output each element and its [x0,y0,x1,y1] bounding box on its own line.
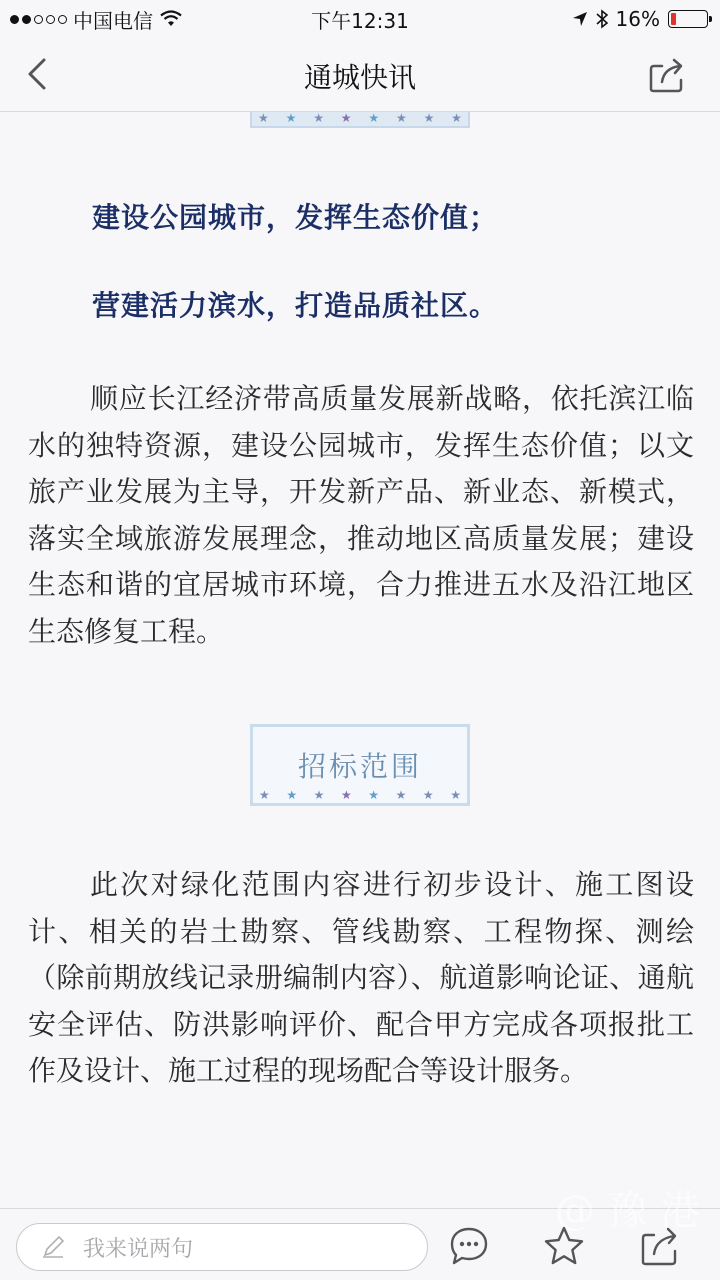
battery-percent: 16% [615,7,660,31]
location-arrow-icon [572,11,588,27]
comment-placeholder: 我来说两句 [83,1236,194,1262]
comment-input[interactable] [16,1223,428,1271]
battery-level [671,13,676,25]
star-decoration-icon: ★ ★ ★ ★ ★ ★ ★ ★ [258,112,462,125]
article-heading-1: 建设公园城市，发挥生态价值； [92,201,499,234]
share-icon[interactable] [648,56,686,94]
battery-icon [668,10,708,28]
status-time: 下午12:31 [311,8,409,33]
bluetooth-icon [596,9,608,29]
section-ornament [250,112,470,128]
article-content [0,112,720,1208]
comment-bubble-icon[interactable] [448,1225,490,1267]
bottom-toolbar [0,1188,720,1280]
section-badge [250,724,470,806]
watermark: @ 豫 港 [554,1188,700,1234]
article-paragraph-1: 顺应长江经济带高质量发展新战略，依托滨江临水的独特资源，建设公园城市，发挥生态价值；以文旅产业发展为主导，开发新产品、新业态、新模式，落实全域旅游发展理念，推动地区高质量发展；建设生态和谐的宜居城市环境，合力推进五水及沿江地区生态修复工程。 [28,382,694,648]
page-title: 通城快讯 [303,61,416,94]
nav-bar [0,38,720,112]
star-favorite-icon[interactable] [543,1225,585,1267]
status-right [572,7,708,31]
star-decoration-icon: ★ ★ ★ ★ ★ ★ ★ ★ [259,788,461,802]
article-heading-2: 营建活力滨水，打造品质社区。 [92,289,499,322]
status-bar [0,0,720,38]
carrier-label: 中国电信 [73,8,153,33]
article-paragraph-2: 此次对绿化范围内容进行初步设计、施工图设计、相关的岩土勘察、管线勘察、工程物探、测绘（除前期放线记录册编制内容）、航道影响论证、通航安全评估、防洪影响评价、配合甲方完成各项报批工作及设计、施工过程的现场配合等设计服务。 [28,868,694,1087]
section-title: 招标范围 [297,750,422,783]
share-icon[interactable] [640,1225,682,1267]
pen-icon [41,1235,65,1259]
